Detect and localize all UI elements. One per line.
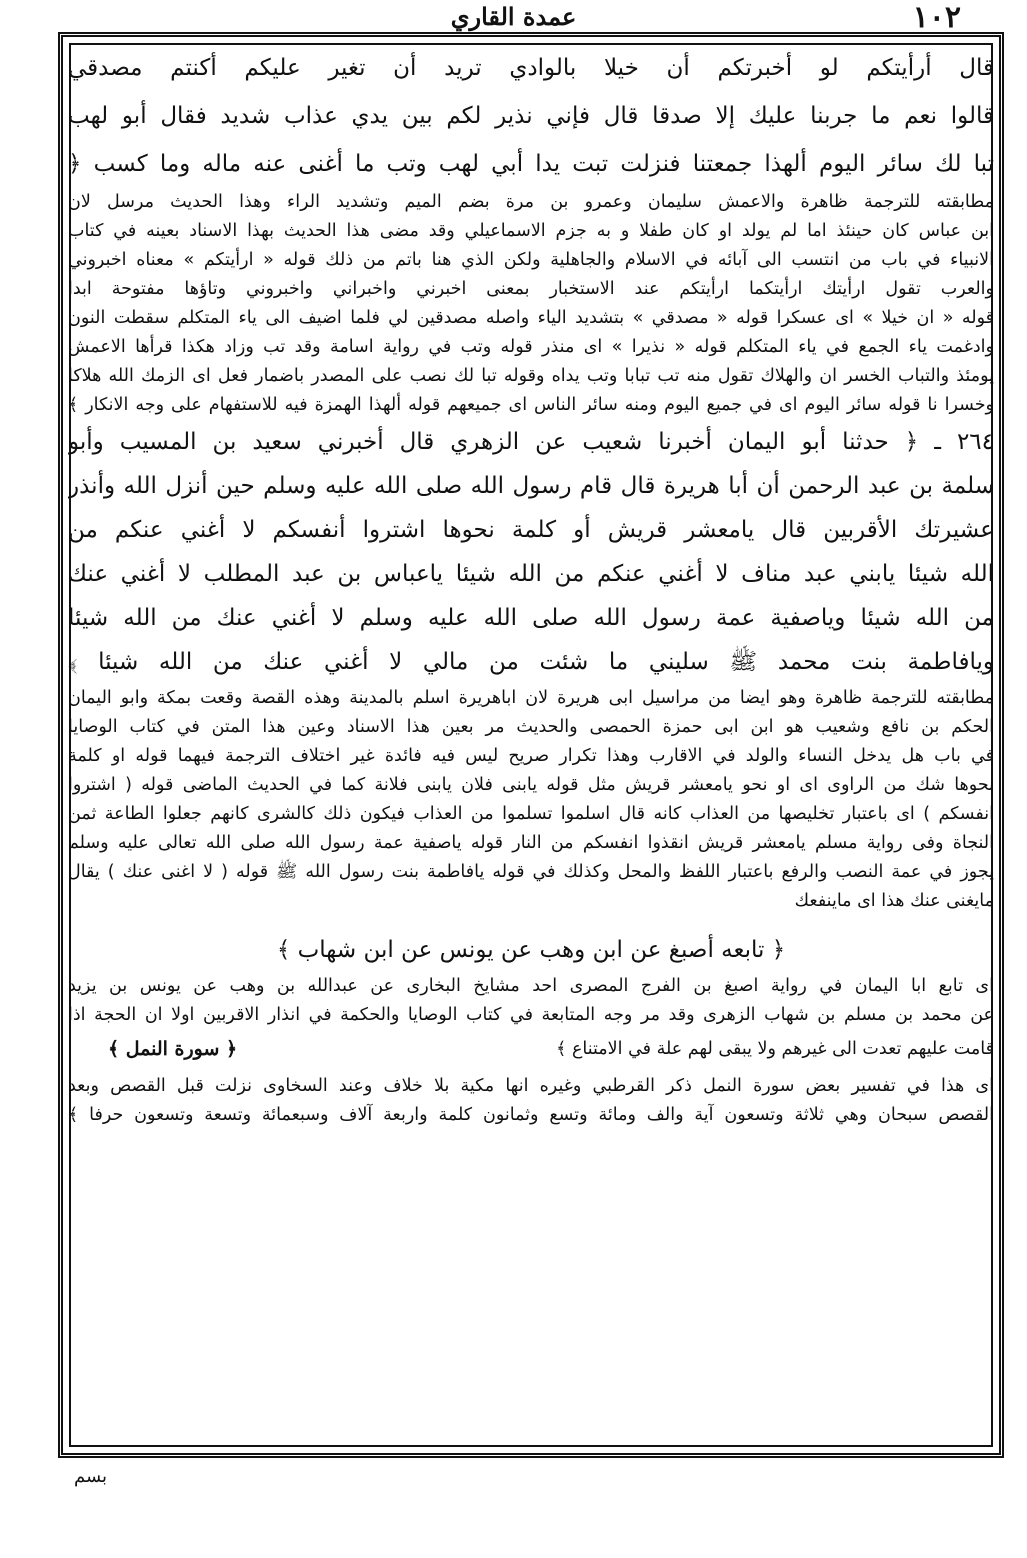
commentary-line: اى تابع ابا اليمان في رواية اصبغ بن الفرج المصرى احد مشايخ البخارى عن عبدالله بن وهب عن يونس بن يزيد <box>68 976 994 996</box>
commentary-line-end: قامت عليهم تعدت الى غيرهم ولا يبقى لهم علة في الامتناع ﴾ <box>556 1039 994 1059</box>
commentary-line: اى هذا في تفسير بعض سورة النمل ذكر القرطبي وغيره انها مكية بلا خلاف وعند السخاوى نزلت قبل القصص وبعد <box>68 1076 994 1096</box>
commentary-line: يجوز في عمة النصب والرفع باعتبار اللفظ والمحل وكذلك في قوله يافاطمة بنت رسول الله ﷺ قوله ( لا اغنى عنك ) يقال <box>68 862 994 882</box>
surah-heading-row <box>68 1030 994 1068</box>
hadith-line: عشيرتك الأقربين قال يامعشر قريش أو كلمة نحوها اشتروا أنفسكم لا أغني عنكم من <box>68 517 994 543</box>
commentary-line: مايغنى عنك هذا اى ماينفعك <box>794 891 994 911</box>
commentary-line: القصص سبحان وهي ثلاثة وتسعون آية والف ومائة وتسع وثمانون كلمة واربعة آلاف وسبعمائة وتسعة وتسعون حرفا ﴾ <box>68 1105 994 1125</box>
commentary-line: مطابقته للترجمة ظاهرة والاعمش سليمان وعمرو بن مرة بضم الميم وتشديد الراء وهذا الحديث مرسل لان <box>68 192 994 212</box>
hadith-line: سلمة بن عبد الرحمن أن أبا هريرة قال قام رسول الله صلى الله عليه وسلم حين أنزل الله وأنذر <box>68 473 994 499</box>
commentary-line: والعرب تقول ارأيتك ارأيتكما ارأيتكم عند الاستخبار بمعنى اخبرني واخبراني واخبروني وتاؤها مفتوحة ابدا <box>68 279 994 299</box>
running-title: عمدة القاري <box>450 2 577 31</box>
commentary-line: في باب هل يدخل النساء والولد في الاقارب وهذا تكرار صريح ليس فيه فائدة غير اختلاف الترجمة فيهما قوله او كلمة <box>68 746 994 766</box>
verse-line: قال أرأيتكم لو أخبرتكم أن خيلا بالوادي تريد أن تغير عليكم أكنتم مصدقي <box>68 55 994 81</box>
hadith-block <box>68 420 994 684</box>
commentary-block-1 <box>68 188 994 420</box>
page-number: ١٠٢ <box>912 0 961 35</box>
commentary-line: مطابقته للترجمة ظاهرة وهو ايضا من مراسيل ابى هريرة لان اباهريرة اسلم بالمدينة وهذه القصة وقعت بمكة وابو اليمان <box>68 688 994 708</box>
verse-line: قالوا نعم ما جربنا عليك إلا صدقا قال فإني نذير لكم بين يدي عذاب شديد فقال أبو لهب <box>68 103 994 129</box>
catchword: بسم <box>74 1466 108 1487</box>
commentary-line: الحكم بن نافع وشعيب هو ابن ابى حمزة الحمصى والحديث مر بعين هذا الاسناد وعين هذا المتن في كتاب الوصايا <box>68 717 994 737</box>
commentary-line: نحوها شك من الراوى اى او نحو يامعشر قريش مثل قوله يابنى فلان يابنى فلانة كما في الحديث الماضى قوله ( اشتروا <box>68 775 994 795</box>
verse-block <box>68 44 994 188</box>
hadith-line: ويافاطمة بنت محمد ﷺ سليني ما شئت من مالي لا أغني عنك من الله شيئا ﴾ <box>68 649 994 675</box>
commentary-block-2 <box>68 684 994 916</box>
commentary-block-3 <box>68 972 994 1030</box>
commentary-line: النجاة وفى رواية مسلم يامعشر قريش انقذوا انفسكم من النار قوله ياصفية عمة رسول الله صلى الله تعالى عليه وسلم <box>68 833 994 853</box>
commentary-line: انفسكم ) اى باعتبار تخليصها من العذاب كانه قال اسلموا تسلموا من العذاب فيكون ذلك كالشرى كانهم جعلوا الطاعة ثمن <box>68 804 994 824</box>
hadith-line: ٢٦٤ ـ ﴿ حدثنا أبو اليمان أخبرنا شعيب عن الزهري قال أخبرني سعيد بن المسيب وأبو <box>68 429 994 455</box>
hadith-line: من الله شيئا وياصفية عمة رسول الله صلى الله عليه وسلم لا أغني عنك من الله شيئا <box>68 605 994 631</box>
tabaahu-heading: ﴿ تابعه أصبغ عن ابن وهب عن يونس عن ابن شهاب ﴾ <box>276 937 786 963</box>
page-header <box>0 0 1027 34</box>
commentary-line: الانبياء في باب من انتسب الى آبائه في الاسلام والجاهلية ولكن الذي هنا باتم من ذلك قوله « ارأيتكم » معناه اخبروني <box>68 250 994 270</box>
commentary-line: وادغمت ياء الجمع في ياء المتكلم قوله « نذيرا » اى منذر قوله وتب في رواية اسامة وقد تب وزاد هكذا قرأها الاعمش <box>68 337 994 357</box>
commentary-line: عن محمد بن مسلم بن شهاب الزهرى وقد مر وجه المتابعة في كتاب الوصايا والحكمة في انذار الاقربين اولا ان الحجة اذا <box>68 1005 994 1025</box>
page-content <box>68 44 994 1130</box>
hadith-line: الله شيئا يابني عبد مناف لا أغني عنكم من الله شيئا ياعباس بن عبد المطلب لا أغني عنك <box>68 561 994 587</box>
commentary-line: وخسرا نا قوله سائر اليوم اى في جميع اليوم ومنه سائر الناس اى جميعهم قوله ألهذا الهمزة فيه للاستفهام على وجه الانكار ﴾ <box>68 395 994 415</box>
surah-title: ﴿ سورة النمل ﴾ <box>108 1038 238 1060</box>
commentary-block-4 <box>68 1072 994 1130</box>
commentary-line: ابن عباس كان حينئذ اما لم يولد او كان طفلا و به جزم الاسماعيلي وقد مضى هذا الحديث بهذا الاسناد بعينه في كتاب <box>68 221 994 241</box>
commentary-line: قوله « ان خيلا » اى عسكرا قوله « مصدقي » بتشديد الياء واصله مصدقين لي فلما اضيف الى ياء المتكلم سقطت النون <box>68 308 994 328</box>
commentary-line: يومئذ والتباب الخسر ان والهلاك تقول منه تب تبابا وتب يداه وقوله تبا لك نصب على المصدر باضمار فعل اى الزمك الله هلاكا <box>68 366 994 386</box>
verse-line: تبا لك سائر اليوم ألهذا جمعتنا فنزلت تبت يدا أبي لهب وتب ما أغنى عنه ماله وما كسب ﴿ <box>68 151 994 177</box>
